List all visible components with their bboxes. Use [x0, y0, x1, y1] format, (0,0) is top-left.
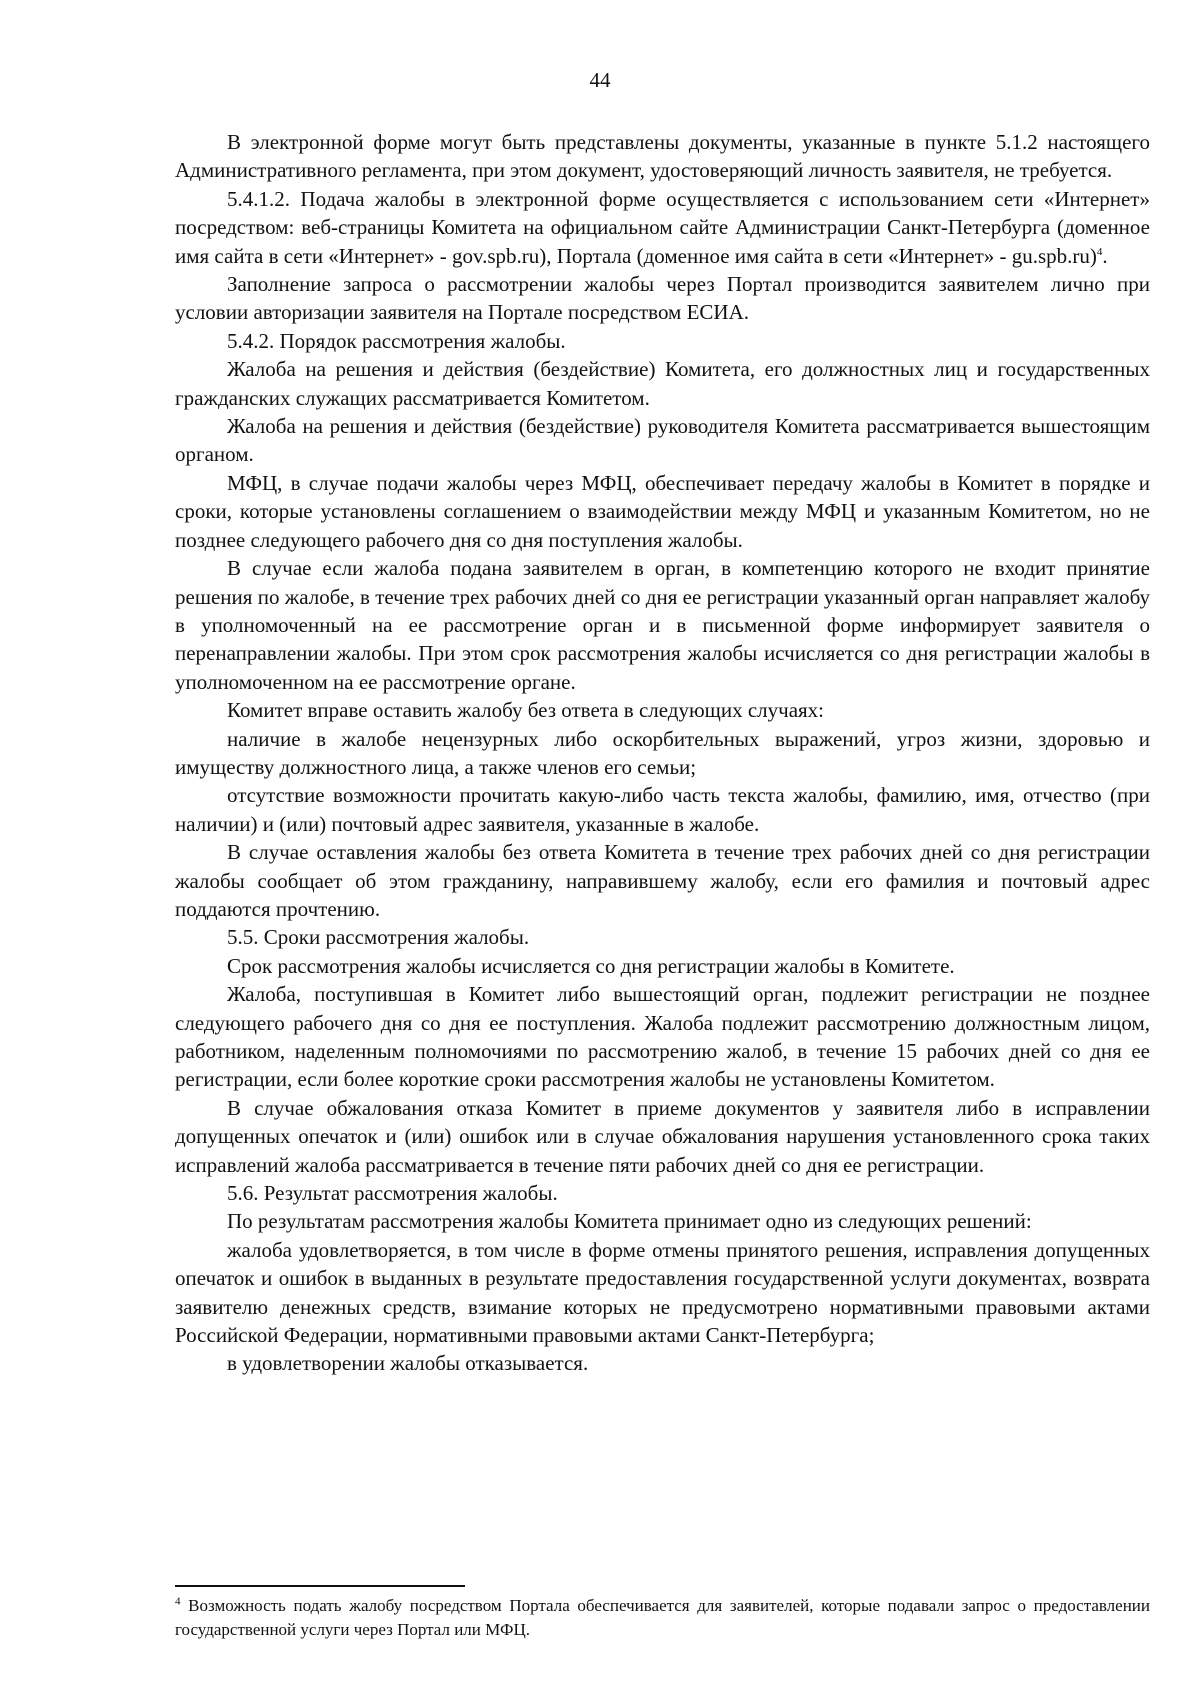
list-item-refused: в удовлетворении жалобы отказывается. — [227, 1351, 589, 1376]
section-heading-5-4-2: 5.4.2. Порядок рассмотрения жалобы. — [227, 328, 566, 353]
paragraph-14: Срок рассмотрения жалобы исчисляется со дня регистрации жалобы в Комитете. — [227, 953, 955, 978]
paragraph-3: Заполнение запроса о рассмотрении жалобы через Портал производится заявителем лично при условии авторизации заявителя на Портале посредством ЕСИА. — [175, 272, 1150, 325]
paragraph-18: По результатам рассмотрения жалобы Комитета принимает одно из следующих решений: — [227, 1209, 1032, 1234]
section-heading-5-6: 5.6. Результат рассмотрения жалобы. — [227, 1181, 558, 1206]
paragraph-2-tail: . — [1102, 243, 1108, 268]
paragraph-8: В случае если жалоба подана заявителем в орган, в компетенцию которого не входит принятие решения по жалобе, в течение трех рабочих дней со дня ее регистрации указанный орган направляет жалобу в уполномоченный на ее рассмотрение орган и в письменной форме информирует заявителя о перенаправлении жалобы. При этом срок рассмотрения жалобы исчисляется со дня регистрации жалобы в уполномоченном на ее рассмотрение органе. — [175, 556, 1150, 694]
section-heading-5-5: 5.5. Сроки рассмотрения жалобы. — [227, 925, 530, 950]
footnote — [175, 1594, 1150, 1642]
paragraph-2 — [175, 185, 1150, 270]
list-item-profanity: наличие в жалобе нецензурных либо оскорбительных выражений, угроз жизни, здоровью и имуществу должностного лица, а также членов его семьи; — [175, 726, 1150, 779]
list-item-satisfied: жалоба удовлетворяется, в том числе в форме отмены принятого решения, исправления допущенных опечаток и ошибок в выданных в результате предоставления государственной услуги документах, возврата заявителю денежных средств, взимание которых не предусмотрено нормативными правовыми актами Российской Федерации, нормативными правовыми актами Санкт-Петербурга; — [175, 1237, 1150, 1348]
list-item-unreadable: отсутствие возможности прочитать какую-либо часть текста жалобы, фамилию, имя, отчество (при наличии) и (или) почтовый адрес заявителя, указанные в жалобе. — [175, 783, 1150, 836]
footnote-reference[interactable]: 4 — [1096, 245, 1103, 258]
paragraph-9: Комитет вправе оставить жалобу без ответа в следующих случаях: — [227, 698, 825, 723]
paragraph-15: Жалоба, поступившая в Комитет либо вышестоящий орган, подлежит регистрации не позднее следующего рабочего дня со дня ее поступления. Жалоба подлежит рассмотрению должностным лицом, работником, наделенным полномочиями по рассмотрению жалоб, в течение 15 рабочих дней со дня ее регистрации, если более короткие сроки рассмотрения жалобы не установлены Комитетом. — [175, 982, 1150, 1092]
footnote-mark: 4 — [175, 1595, 181, 1608]
paragraph-7: МФЦ, в случае подачи жалобы через МФЦ, обеспечивает передачу жалобы в Комитет в порядке и сроки, которые установлены соглашением о взаимодействии между МФЦ и указанным Комитетом, но не позднее следующего рабочего дня со дня поступления жалобы. — [175, 470, 1150, 552]
document-body — [175, 128, 1150, 1378]
footnote-text: Возможность подать жалобу посредством Портала обеспечивается для заявителей, которые подавали запрос о предоставлении государственной услуги через Портал или МФЦ. — [175, 1596, 1150, 1639]
footnote-divider — [175, 1585, 465, 1587]
paragraph-5: Жалоба на решения и действия (бездействие) Комитета, его должностных лиц и государственных гражданских служащих рассматривается Комитетом. — [175, 357, 1150, 410]
page-number: 44 — [589, 68, 611, 92]
paragraph-6: Жалоба на решения и действия (бездействие) руководителя Комитета рассматривается вышестоящим органом. — [175, 414, 1150, 467]
paragraph-2-text: 5.4.1.2. Подача жалобы в электронной форме осуществляется с использованием сети «Интернет» посредством: веб-страницы Комитета на официальном сайте Администрации Санкт-Петербурга (доменное имя сайта в сети «Интернет» - gov.spb.ru), Портала (доменное имя сайта в сети «Интернет» - gu.spb.ru) — [175, 186, 1150, 268]
paragraph-16: В случае обжалования отказа Комитет в приеме документов у заявителя либо в исправлении допущенных опечаток и (или) ошибок или в случае обжалования нарушения установленного срока таких исправлений жалоба рассматривается в течение пяти рабочих дней со дня ее регистрации. — [175, 1095, 1150, 1177]
paragraph-1: В электронной форме могут быть представлены документы, указанные в пункте 5.1.2 настоящего Административного регламента, при этом документ, удостоверяющий личность заявителя, не требуется. — [175, 130, 1150, 183]
paragraph-12: В случае оставления жалобы без ответа Комитета в течение трех рабочих дней со дня регистрации жалобы сообщает об этом гражданину, направившему жалобу, если его фамилия и почтовый адрес поддаются прочтению. — [175, 840, 1150, 921]
